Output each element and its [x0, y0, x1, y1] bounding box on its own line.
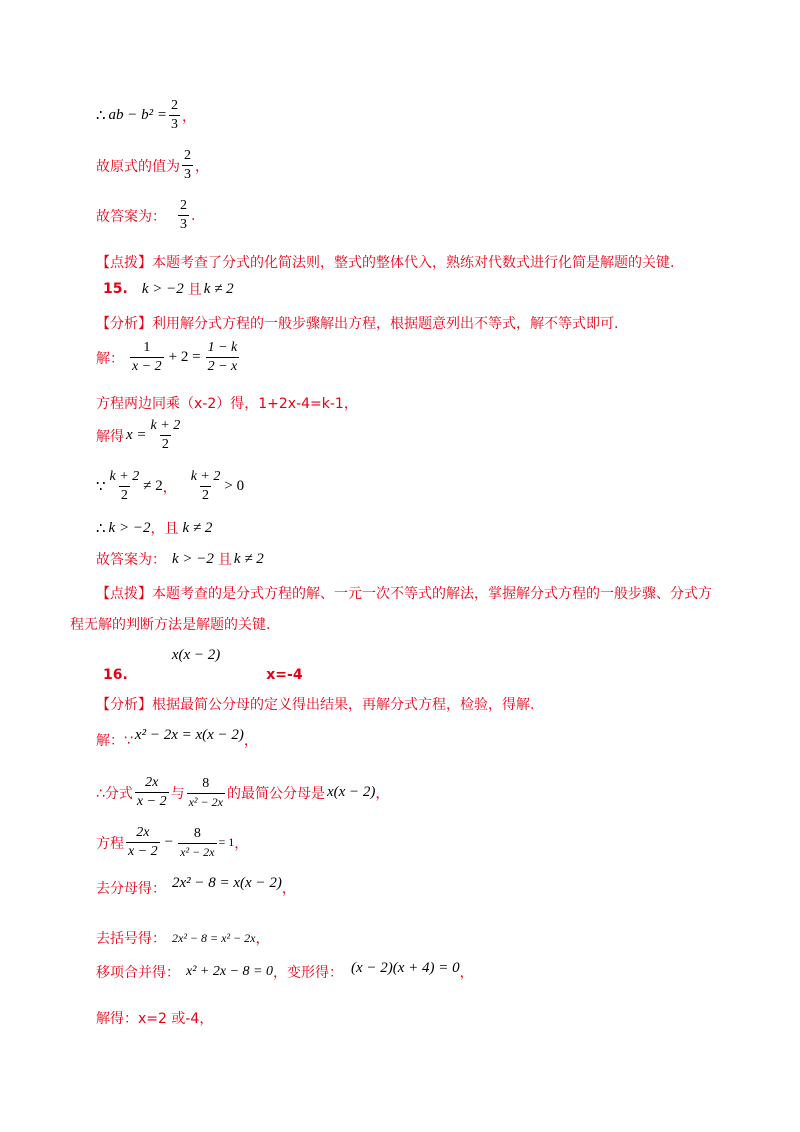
fraction-denominator: x − 2: [132, 359, 162, 374]
math-expression: x =: [126, 427, 147, 443]
conclusion-step: [96, 518, 212, 538]
solution-text: 故答案为：: [96, 552, 166, 568]
therefore-symbol: ∴: [96, 108, 106, 124]
fraction: [189, 469, 223, 504]
math-expression: x(x − 2): [326, 784, 376, 800]
fraction-numerator: 2: [171, 98, 179, 113]
fraction-denominator: 2: [202, 488, 210, 503]
comment-line-14: [96, 252, 674, 272]
fraction: [135, 775, 169, 810]
solution-text: 解得: [96, 428, 124, 445]
line-answer-15: [96, 549, 264, 569]
fraction-denominator: x − 2: [128, 844, 158, 859]
fraction-numerator: 1: [143, 340, 151, 355]
solution-text: 故原式的值为: [96, 158, 180, 175]
punctuation: ，: [234, 835, 249, 852]
question-number: 15.: [103, 281, 128, 297]
solution-text: 解得：x=2 或-4，: [96, 1011, 214, 1027]
question-number: 16.: [103, 667, 128, 683]
combine-step: [96, 959, 474, 982]
fraction: [149, 418, 183, 453]
fraction-denominator: 2: [161, 437, 169, 452]
fraction: [130, 340, 164, 375]
fraction: [206, 340, 240, 375]
comment-text: 【点拨】本题考查了分式的化简法则，整式的整体代入，熟练对代数式进行化简是解题的关键.: [96, 255, 675, 271]
comment-text: 程无解的判断方法是解题的关键.: [70, 617, 271, 633]
question-15-answer: [103, 279, 234, 299]
fraction-denominator: x² − 2x: [180, 844, 215, 859]
fraction: [178, 826, 216, 860]
punctuation: .: [191, 207, 196, 224]
math-expression: k ≠ 2: [233, 550, 264, 567]
line-original-value: [96, 148, 209, 183]
solution-text: 与: [170, 785, 185, 802]
math-expression: = 1: [218, 835, 235, 849]
conjunction: 且: [164, 521, 179, 537]
math-expression: k > −2: [141, 280, 184, 297]
comment-line-15b: [70, 614, 270, 634]
conjunction: 且: [217, 552, 232, 568]
math-expression: k ≠ 2: [182, 519, 213, 536]
fraction-denominator: 3: [184, 167, 191, 182]
math-expression: k ≠ 2: [203, 280, 234, 297]
remove-denominator-step: [96, 874, 296, 898]
answer-value: x=-4: [266, 667, 303, 683]
question-16-answer: [103, 640, 303, 683]
punctuation: ，: [150, 521, 165, 537]
because-symbol: ∵: [96, 479, 106, 495]
fraction-numerator: 1 − k: [207, 340, 238, 355]
condition-step: [96, 469, 244, 504]
solution-text: 去括号得：: [96, 931, 166, 947]
fraction-denominator: 2 − x: [207, 359, 238, 374]
math-expression: > 0: [224, 478, 245, 494]
punctuation: ，: [459, 965, 474, 981]
equation-step: [96, 825, 248, 860]
multiply-step: [96, 393, 358, 413]
line-ab-minus-b2: [96, 98, 196, 133]
analysis-line-16: [96, 694, 534, 714]
math-expression: ≠ 2: [143, 478, 163, 494]
comment-line-15a: [96, 583, 712, 603]
math-expression: x² + 2x − 8 = 0: [186, 964, 273, 979]
punctuation: ，: [243, 733, 258, 749]
fraction: [178, 198, 189, 233]
solution-text: 去分母得：: [96, 881, 166, 897]
fraction-denominator: 3: [180, 217, 187, 232]
math-expression: −: [164, 834, 174, 850]
math-expression: 2x² − 8 = x² − 2x: [172, 930, 256, 945]
fraction: [126, 825, 160, 860]
math-expression: 2x² − 8 = x(x − 2): [172, 874, 282, 891]
punctuation: ，: [255, 931, 270, 947]
analysis-text: 【分析】根据最简公分母的定义得出结果，再解分式方程，检验，得解.: [96, 697, 535, 713]
fraction-numerator: 8: [202, 775, 210, 791]
solution-text: 的最简公分母是: [226, 785, 325, 802]
comment-text: 【点拨】本题考查的是分式方程的解、一元一次不等式的解法，掌握解分式方程的一般步骤、分式方: [96, 586, 712, 602]
line-answer-14: [96, 198, 195, 233]
math-expression: k > −2: [172, 550, 214, 567]
fraction-numerator: k + 2: [109, 469, 140, 484]
punctuation: ，: [162, 479, 177, 496]
solution-text: ，变形得：: [272, 965, 343, 981]
solution-text: 移项合并得：: [96, 965, 180, 981]
punctuation: ，: [195, 158, 209, 175]
solution-text: 故答案为：: [96, 208, 166, 225]
math-expression: ab − b² =: [108, 107, 168, 123]
fraction: [108, 469, 142, 504]
solution-text: 方程: [96, 835, 124, 852]
final-solution: [96, 1008, 213, 1028]
fraction-numerator: 2: [184, 148, 191, 163]
solution-text: 解：∵: [96, 733, 133, 749]
solution-equation-15: [96, 340, 241, 375]
analysis-text: 【分析】利用解分式方程的一般步骤解出方程，根据题意列出不等式，解不等式即可.: [96, 316, 619, 332]
analysis-line-15: [96, 313, 618, 333]
fraction: [169, 98, 180, 133]
fraction-numerator: 2x: [145, 775, 159, 790]
math-expression: x(x − 2): [171, 646, 221, 663]
solution-text: ∴分式: [96, 785, 133, 802]
solution-text: 方程两边同乘（x-2）得，1+2x-4=k-1，: [96, 396, 358, 412]
math-expression: + 2 =: [168, 349, 201, 365]
fraction: [182, 148, 193, 183]
solution-text: 解：: [96, 350, 124, 367]
fraction-numerator: k + 2: [190, 469, 221, 484]
fraction-denominator: x − 2: [136, 794, 167, 809]
solve-x-step: [96, 418, 184, 453]
fraction-denominator: 3: [171, 117, 179, 132]
conjunction: 且: [187, 282, 202, 298]
math-expression: k > −2: [108, 519, 151, 536]
fraction-numerator: 2x: [136, 825, 150, 840]
punctuation: ，: [182, 108, 197, 125]
expand-step: [96, 928, 269, 948]
common-denominator-step: [96, 775, 389, 810]
math-expression: x² − 2x = x(x − 2): [134, 726, 244, 743]
math-expression: (x − 2)(x + 4) = 0: [350, 959, 460, 976]
factor-step: [96, 726, 258, 750]
punctuation: ，: [281, 881, 296, 897]
fraction-numerator: 8: [193, 825, 201, 841]
therefore-symbol: ∴: [96, 520, 106, 537]
fraction-numerator: 2: [180, 198, 187, 213]
punctuation: ，: [375, 785, 390, 802]
fraction: [187, 776, 225, 810]
fraction-denominator: 2: [120, 488, 128, 503]
fraction-denominator: x² − 2x: [188, 794, 223, 809]
fraction-numerator: k + 2: [150, 418, 181, 433]
